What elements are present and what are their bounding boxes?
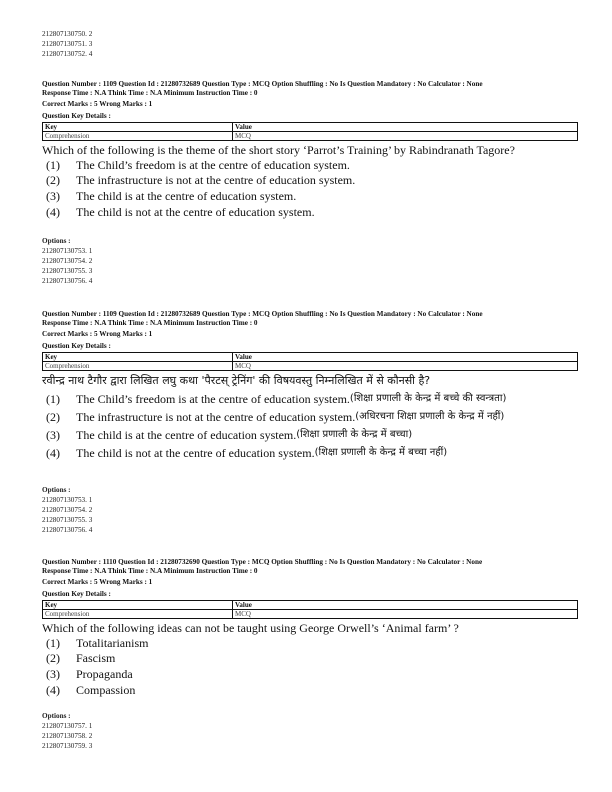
- options-label: Options :: [42, 237, 71, 245]
- choice-number: (4): [46, 204, 60, 219]
- question-meta-line: Question Number : 1109 Question Id : 21280732689 Question Type : MCQ Option Shuffling : No Is Question Mandatory : No Calculator : None: [42, 310, 483, 318]
- choice-text-hindi: (शिक्षा प्रणाली के केन्द्र में बच्चे की स्वन्त्रता): [349, 392, 507, 404]
- key-details-label: Question Key Details :: [42, 341, 111, 350]
- choice-text: The child is not at the centre of education system.: [76, 204, 315, 219]
- header-value: Value: [233, 352, 578, 361]
- option-id: 212807130759. 3: [42, 742, 93, 750]
- choice-number: (3): [46, 427, 60, 442]
- choice-number: (3): [46, 189, 60, 203]
- options-label: Options :: [42, 486, 71, 494]
- option-id: 212807130754. 2: [42, 506, 93, 514]
- choice-item: [42, 683, 582, 699]
- option-id: 212807130756. 4: [42, 277, 93, 285]
- choice-item: [42, 158, 582, 174]
- choice-text: The infrastructure is not at the centre of education system.: [76, 173, 356, 188]
- choice-item: [42, 189, 582, 205]
- choice-number: (2): [46, 409, 60, 424]
- table-header-row: [43, 600, 578, 609]
- choice-item: [42, 636, 582, 652]
- question-meta-line: Question Number : 1110 Question Id : 21280732690 Question Type : MCQ Option Shuffling : No Is Question Mandatory : No Calculator : None: [42, 558, 483, 566]
- choice-number: (1): [46, 391, 60, 406]
- question-meta-line: Question Number : 1109 Question Id : 21280732689 Question Type : MCQ Option Shuffling : No Is Question Mandatory : No Calculator : None: [42, 80, 483, 88]
- choice-text-hindi: (अधिरचना शिक्षा प्रणाली के केन्द्र में नहीं): [355, 410, 505, 422]
- header-key: Key: [43, 600, 233, 609]
- choice-item: [42, 667, 582, 683]
- table-row: [43, 361, 578, 370]
- option-id: 212807130755. 3: [42, 267, 93, 275]
- choice-text: Totalitarianism: [76, 635, 149, 650]
- choice-text: The Child’s freedom is at the centre of education system.: [76, 157, 350, 172]
- cell-key: Comprehension: [43, 131, 233, 140]
- choice-text: Propaganda: [76, 667, 133, 681]
- choice-item: [42, 444, 582, 462]
- choice-number: (2): [46, 651, 60, 666]
- option-id: 212807130754. 2: [42, 257, 93, 265]
- key-details-table: [42, 352, 578, 371]
- option-id: 212807130751. 3: [42, 40, 93, 48]
- previous-options-list: [42, 29, 582, 59]
- cell-key: Comprehension: [43, 361, 233, 370]
- choice-number: (1): [46, 157, 60, 172]
- response-time-line: Response Time : N.A Think Time : N.A Minimum Instruction Time : 0: [42, 319, 258, 328]
- choice-item: [42, 651, 582, 667]
- choice-text-hindi: (शिक्षा प्रणाली के केन्द्र में बच्चा): [296, 428, 413, 440]
- question-text-hindi: रवीन्द्र नाथ टैगौर द्वारा लिखित लघु कथा 'पैरटस् ट्रेनिंग' की विषयवस्तु निम्नलिखित में से कौनसी है?: [42, 373, 431, 387]
- choice-number: (3): [46, 667, 60, 681]
- option-id: 212807130753. 1: [42, 247, 93, 255]
- choice-text: The Child’s freedom is at the centre of education system.: [76, 391, 350, 406]
- choice-text: The child is at the centre of education system.: [76, 189, 297, 203]
- options-label: Options :: [42, 712, 71, 720]
- choice-item: [42, 408, 582, 426]
- option-id: 212807130756. 4: [42, 526, 93, 534]
- key-details-label: Question Key Details :: [42, 111, 111, 120]
- choice-text: The child is not at the centre of education system.: [76, 445, 315, 460]
- table-row: [43, 609, 578, 618]
- table-header-row: [43, 352, 578, 361]
- choice-text-hindi: (शिक्षा प्रणाली के केन्द्र में बच्चा नहीं): [314, 446, 448, 458]
- choice-number: (1): [46, 635, 60, 650]
- table-row: [43, 131, 578, 140]
- choice-text: The child is at the centre of education system.: [76, 427, 297, 442]
- option-id: 212807130752. 4: [42, 50, 93, 58]
- cell-value: MCQ: [233, 131, 578, 140]
- choice-item: [42, 205, 582, 221]
- option-id: 212807130750. 2: [42, 30, 93, 38]
- question-block-2: [42, 310, 582, 462]
- option-id: 212807130755. 3: [42, 516, 93, 524]
- choice-number: (4): [46, 682, 60, 697]
- option-id: 212807130758. 2: [42, 732, 93, 740]
- response-time-line: Response Time : N.A Think Time : N.A Minimum Instruction Time : 0: [42, 89, 258, 98]
- key-details-table: [42, 600, 578, 619]
- cell-key: Comprehension: [43, 609, 233, 618]
- choice-text: The infrastructure is not at the centre of education system.: [76, 409, 356, 424]
- choice-item: [42, 390, 582, 408]
- choice-item: [42, 426, 582, 444]
- key-details-label: Question Key Details :: [42, 589, 111, 598]
- question-block-3: [42, 558, 582, 698]
- options-list-1: [42, 236, 582, 286]
- header-value: Value: [233, 122, 578, 131]
- choice-number: (2): [46, 173, 60, 188]
- header-key: Key: [43, 122, 233, 131]
- question-block-1: [42, 80, 582, 220]
- marks-line: Correct Marks : 5 Wrong Marks : 1: [42, 578, 153, 587]
- response-time-line: Response Time : N.A Think Time : N.A Minimum Instruction Time : 0: [42, 567, 258, 576]
- question-text: Which of the following is the theme of the short story ‘Parrot’s Training’ by Rabindranath Tagore?: [42, 142, 515, 157]
- table-header-row: [43, 122, 578, 131]
- choice-item: [42, 173, 582, 189]
- cell-value: MCQ: [233, 609, 578, 618]
- question-text: Which of the following ideas can not be taught using George Orwell’s ‘Animal farm’ ?: [42, 620, 459, 635]
- marks-line: Correct Marks : 5 Wrong Marks : 1: [42, 100, 153, 109]
- choice-text: Fascism: [76, 651, 116, 666]
- option-id: 212807130753. 1: [42, 496, 93, 504]
- key-details-table: [42, 122, 578, 141]
- options-list-3: [42, 711, 582, 751]
- marks-line: Correct Marks : 5 Wrong Marks : 1: [42, 330, 153, 339]
- options-list-2: [42, 485, 582, 535]
- cell-value: MCQ: [233, 361, 578, 370]
- option-id: 212807130757. 1: [42, 722, 93, 730]
- choice-text: Compassion: [76, 682, 136, 697]
- header-key: Key: [43, 352, 233, 361]
- header-value: Value: [233, 600, 578, 609]
- choice-number: (4): [46, 445, 60, 460]
